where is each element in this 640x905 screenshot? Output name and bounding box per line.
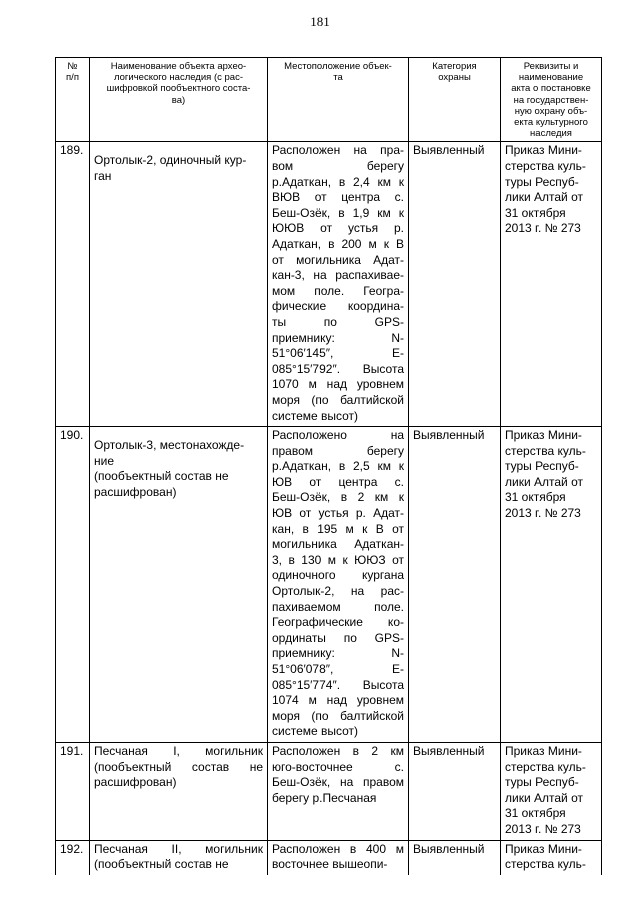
text-line: Приказ Мини- bbox=[505, 428, 582, 443]
object-location bbox=[268, 142, 409, 427]
text-line: шифровкой пообъектного соста- bbox=[106, 83, 251, 95]
protection-category: Выявленный bbox=[409, 742, 501, 840]
text-line: Категория bbox=[432, 61, 477, 72]
text-line: Наименование объекта архео- bbox=[110, 61, 247, 72]
act-requisites bbox=[501, 840, 602, 875]
row-number: 192. bbox=[56, 840, 90, 875]
table-row bbox=[56, 142, 602, 427]
text-line: № bbox=[67, 61, 78, 72]
text-line: 1070 м над уровнем bbox=[272, 377, 404, 392]
text-line: 31 октября bbox=[505, 490, 566, 505]
header-category bbox=[409, 58, 501, 142]
text-line: 51°06′145″, E- bbox=[272, 346, 404, 361]
table-row bbox=[56, 427, 602, 743]
text-line: туры Респуб- bbox=[505, 174, 579, 189]
text-line: Песчаная II, могильник bbox=[94, 841, 263, 856]
text-line: ВЮВ от центра с. bbox=[272, 190, 404, 205]
text-line: Беш-Озёк, в 2 км к bbox=[272, 490, 404, 505]
text-line: одиночного кургана bbox=[272, 568, 404, 583]
header-requisites bbox=[501, 58, 602, 142]
text-line: 1074 м над уровнем bbox=[272, 693, 404, 708]
text-line: п/п bbox=[66, 72, 79, 84]
object-name bbox=[90, 742, 268, 840]
table-row bbox=[56, 742, 602, 840]
text-line: ган bbox=[94, 169, 112, 184]
text-line: Приказ Мини- bbox=[505, 841, 582, 856]
text-line: моря (по балтийской bbox=[272, 392, 404, 407]
text-line: лики Алтай от bbox=[505, 474, 583, 489]
protection-category: Выявленный bbox=[409, 142, 501, 427]
text-line: моря (по балтийской bbox=[272, 708, 404, 723]
object-location bbox=[268, 427, 409, 743]
text-line: 31 октября bbox=[505, 205, 566, 220]
text-line: ты по GPS- bbox=[272, 314, 404, 329]
text-line: Ортолык-2, одиночный кур- bbox=[94, 153, 247, 168]
text-line: 085°15′774″. Высота bbox=[272, 677, 404, 692]
text-line: охраны bbox=[438, 72, 471, 84]
text-line: р.Адаткан, в 2,4 км к bbox=[272, 174, 404, 189]
text-line: ЮЮВ от устья р. bbox=[272, 221, 404, 236]
text-line: берегу р.Песчаная bbox=[272, 790, 377, 805]
object-location bbox=[268, 840, 409, 875]
text-line: лики Алтай от bbox=[505, 190, 583, 205]
text-line: могильника Адаткан- bbox=[272, 537, 404, 552]
text-line: фические координа- bbox=[272, 299, 404, 314]
text-line: Приказ Мини- bbox=[505, 743, 582, 758]
text-line: 2013 г. № 273 bbox=[505, 221, 581, 236]
text-line: (пообъектный состав не bbox=[94, 857, 229, 872]
text-line: наследия bbox=[530, 128, 572, 140]
page-number: 181 bbox=[310, 14, 330, 29]
text-line: Ортолык-2, на рас- bbox=[272, 584, 404, 599]
text-line: Беш-Озёк, на правом bbox=[272, 775, 404, 790]
text-line: Расположен в 400 м bbox=[272, 841, 404, 856]
text-line: стерства куль- bbox=[505, 857, 586, 872]
text-line: наименование bbox=[518, 72, 584, 84]
row-number: 190. bbox=[56, 427, 90, 743]
text-line: системе высот) bbox=[272, 724, 359, 739]
header-num bbox=[56, 58, 90, 142]
text-line: Географические ко- bbox=[272, 615, 404, 630]
text-line: ва) bbox=[171, 94, 186, 106]
text-line: Приказ Мини- bbox=[505, 143, 582, 158]
text-line: ние bbox=[94, 453, 115, 468]
text-line: системе высот) bbox=[272, 408, 359, 423]
text-line: мом поле. Геогра- bbox=[272, 283, 404, 298]
text-line: восточнее вышеопи- bbox=[272, 857, 388, 872]
text-line: (пообъектный состав не bbox=[94, 469, 229, 484]
text-line: от могильника Адат- bbox=[272, 252, 404, 267]
protection-category: Выявленный bbox=[409, 840, 501, 875]
text-line: расшифрован) bbox=[94, 775, 177, 790]
text-line: 085°15′792″. Высота bbox=[272, 361, 404, 376]
text-line: 2013 г. № 273 bbox=[505, 821, 581, 836]
text-line: ЮВ от устья р. Адат- bbox=[272, 506, 404, 521]
text-line: правом берегу bbox=[272, 443, 404, 458]
text-line: кан-3, на распахивае- bbox=[272, 268, 404, 283]
text-line: Реквизиты и bbox=[523, 61, 579, 72]
row-number: 191. bbox=[56, 742, 90, 840]
text-line: ную охрану объ- bbox=[514, 105, 588, 117]
object-name bbox=[90, 142, 268, 427]
text-line: стерства куль- bbox=[505, 443, 586, 458]
text-line: Песчаная I, могильник bbox=[94, 743, 263, 758]
text-line: Расположен в 2 км bbox=[272, 743, 404, 758]
text-line: кан, в 195 м к В от bbox=[272, 521, 404, 536]
text-line: туры Респуб- bbox=[505, 775, 579, 790]
text-line: Расположен на пра- bbox=[272, 143, 404, 158]
text-line: (пообъектный состав не bbox=[94, 759, 263, 774]
text-line: приемнику: N- bbox=[272, 646, 404, 661]
act-requisites bbox=[501, 742, 602, 840]
row-number: 189. bbox=[56, 142, 90, 427]
heritage-registry-table bbox=[55, 57, 602, 875]
protection-category: Выявленный bbox=[409, 427, 501, 743]
text-line: 51°06′078″, E- bbox=[272, 662, 404, 677]
text-line: екта культурного bbox=[514, 117, 588, 129]
text-line: Расположено на bbox=[272, 428, 404, 443]
header-location bbox=[268, 58, 409, 142]
act-requisites bbox=[501, 427, 602, 743]
text-line: на государствен- bbox=[513, 94, 589, 106]
object-location bbox=[268, 742, 409, 840]
text-line: стерства куль- bbox=[505, 159, 586, 174]
text-line: 3, в 130 м к ЮЮЗ от bbox=[272, 552, 404, 567]
text-line: логического наследия (с рас- bbox=[114, 72, 243, 84]
text-line: туры Респуб- bbox=[505, 459, 579, 474]
text-line: пахиваемом поле. bbox=[272, 599, 404, 614]
text-line: та bbox=[333, 72, 343, 84]
text-line: Местоположение объек- bbox=[284, 61, 392, 72]
text-line: лики Алтай от bbox=[505, 790, 583, 805]
object-name bbox=[90, 840, 268, 875]
table-header-row bbox=[56, 58, 602, 142]
text-line: Ортолык-3, местонахожде- bbox=[94, 438, 245, 453]
text-line: 31 октября bbox=[505, 806, 566, 821]
text-line: стерства куль- bbox=[505, 759, 586, 774]
text-line: р.Адаткан, в 2,5 км к bbox=[272, 459, 404, 474]
text-line: акта о постановке bbox=[511, 83, 591, 95]
text-line: расшифрован) bbox=[94, 484, 177, 499]
text-line: 2013 г. № 273 bbox=[505, 506, 581, 521]
text-line: ординаты по GPS- bbox=[272, 630, 404, 645]
text-line: приемнику: N- bbox=[272, 330, 404, 345]
table-row bbox=[56, 840, 602, 875]
header-name bbox=[90, 58, 268, 142]
text-line: юго-восточнее с. bbox=[272, 759, 404, 774]
act-requisites bbox=[501, 142, 602, 427]
text-line: вом берегу bbox=[272, 159, 404, 174]
text-line: ЮВ от центра с. bbox=[272, 474, 404, 489]
text-line: Адаткан, в 200 м к В bbox=[272, 236, 404, 251]
text-line: Беш-Озёк, в 1,9 км к bbox=[272, 205, 404, 220]
object-name bbox=[90, 427, 268, 743]
